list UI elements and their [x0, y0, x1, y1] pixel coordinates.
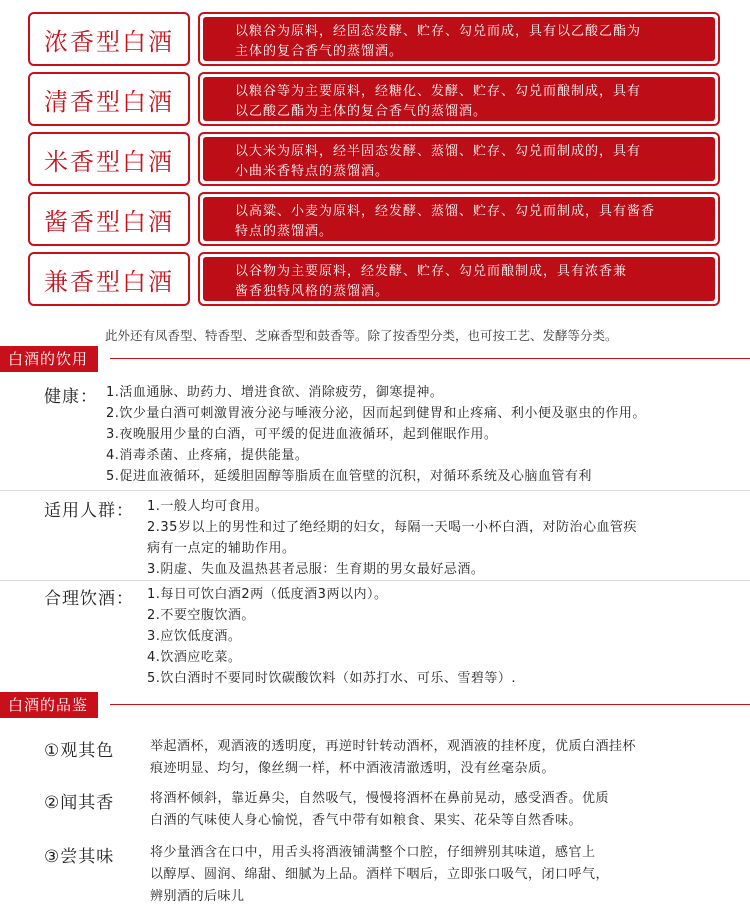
taste-text: [150, 736, 636, 780]
type-row: [28, 252, 722, 312]
list-item: 5.促进血液循环，延缓胆固醇等脂质在血管壁的沉积，对循环系统及心脑血管有利: [106, 469, 592, 484]
health-title: 健康：: [44, 387, 98, 407]
section-drink-label: 白酒的饮用: [0, 346, 98, 372]
type-desc-line: 以谷物为主要原料，经发酵、贮存、勾兑而酿制成，具有浓香兼: [235, 264, 628, 279]
taste-line: 举起酒杯，观酒液的透明度，再逆时针转动酒杯，观酒液的挂杯度，优质白酒挂杯: [150, 739, 637, 754]
type-name: 浓香型白酒: [28, 12, 190, 66]
taste-line: 白酒的气味使人身心愉悦，香气中带有如粮食、果实、花朵等自然香味。: [150, 813, 583, 828]
people-list: [147, 496, 637, 580]
list-item: 1.一般人均可食用。: [147, 499, 269, 514]
type-row: [28, 12, 722, 72]
type-name: 兼香型白酒: [28, 252, 190, 306]
type-row: [28, 72, 722, 132]
taste-line: 将酒杯倾斜，靠近鼻尖，自然吸气，慢慢将酒杯在鼻前晃动，感受酒香。优质: [150, 791, 610, 806]
type-desc-line: 以大米为原料，经半固态发酵、蒸馏、贮存、勾兑而制成的，具有: [235, 144, 642, 159]
type-desc-line: 以粮谷等为主要原料，经糖化、发酵、贮存、勾兑而酿制成，具有: [235, 84, 642, 99]
list-item: 病有一点定的辅助作用。: [147, 541, 296, 556]
list-item: 2.饮少量白酒可刺激胃液分泌与唾液分泌，因而起到健胃和止疼痛、利小便及驱虫的作用。: [106, 406, 646, 421]
list-item: 3.夜晚服用少量的白酒，可平缓的促进血液循环，起到催眠作用。: [106, 427, 498, 442]
taste-text: [150, 788, 609, 832]
type-name: 酱香型白酒: [28, 192, 190, 246]
type-desc-line: 酱香独特风格的蒸馏酒。: [235, 284, 390, 299]
type-desc-line: 特点的蒸馏酒。: [235, 224, 334, 239]
list-item: 3.阴虚、失血及温热甚者忌服：生育期的男女最好忌酒。: [147, 562, 485, 577]
taste-title: ③尝其味: [44, 847, 115, 867]
taste-title: ②闻其香: [44, 793, 115, 813]
taste-title: ①观其色: [44, 741, 115, 761]
reasonable-title: 合理饮酒：: [44, 589, 134, 609]
divider: [0, 490, 750, 491]
type-row: [28, 132, 722, 192]
taste-line: 痕迹明显、均匀，像丝绸一样，杯中酒液清澈透明，没有丝毫杂质。: [150, 761, 556, 776]
liquor-types: [28, 12, 722, 312]
list-item: 1.每日可饮白酒2两（低度酒3两以内）。: [147, 587, 388, 602]
type-row: [28, 192, 722, 252]
type-desc: [198, 72, 720, 126]
section-taste-label: 白酒的品鉴: [0, 692, 98, 718]
type-desc-line: 以高粱、小麦为原料，经发酵、蒸馏、贮存、勾兑而制成，具有酱香: [235, 204, 656, 219]
health-list: [106, 382, 646, 487]
type-desc: [198, 192, 720, 246]
type-desc-line: 以乙酸乙酯为主体的复合香气的蒸馏酒。: [235, 104, 488, 119]
type-desc-line: 小曲米香特点的蒸馏酒。: [235, 164, 390, 179]
section-divider: [110, 704, 750, 705]
list-item: 1.活血通脉、助药力、增进食欲、消除疲劳，御寒提神。: [106, 385, 444, 400]
type-desc-line: 主体的复合香气的蒸馏酒。: [235, 44, 404, 59]
list-item: 2.35岁以上的男性和过了绝经期的妇女，每隔一天喝一小杯白酒，对防治心血管疾: [147, 520, 637, 535]
list-item: 4.消毒杀菌、止疼痛，提供能量。: [106, 448, 309, 463]
types-note: 此外还有凤香型、特香型、芝麻香型和鼓香等。除了按香型分类，也可按工艺、发酵等分类。: [105, 328, 618, 343]
reasonable-list: [147, 584, 516, 689]
list-item: 2.不要空腹饮酒。: [147, 608, 255, 623]
list-item: 3.应饮低度酒。: [147, 629, 242, 644]
list-item: 5.饮白酒时不要同时饮碳酸饮料（如苏打水、可乐、雪碧等）.: [147, 671, 517, 686]
type-desc: [198, 12, 720, 66]
type-desc: [198, 252, 720, 306]
taste-line: 以醇厚、圆润、绵甜、细腻为上品。酒样下咽后，立即张口吸气，闭口呼气，: [150, 867, 610, 882]
type-desc-line: 以粮谷为原料，经固态发酵、贮存、勾兑而成，具有以乙酸乙酯为: [235, 24, 642, 39]
taste-text: [150, 842, 609, 908]
list-item: 4.饮酒应吃菜。: [147, 650, 242, 665]
type-name: 米香型白酒: [28, 132, 190, 186]
taste-line: 辨别酒的后味儿: [150, 889, 245, 904]
taste-line: 将少量酒含在口中，用舌头将酒液铺满整个口腔，仔细辨别其味道，感官上: [150, 845, 596, 860]
divider: [0, 580, 750, 581]
people-title: 适用人群：: [44, 501, 134, 521]
type-desc: [198, 132, 720, 186]
type-name: 清香型白酒: [28, 72, 190, 126]
section-divider: [110, 358, 750, 359]
